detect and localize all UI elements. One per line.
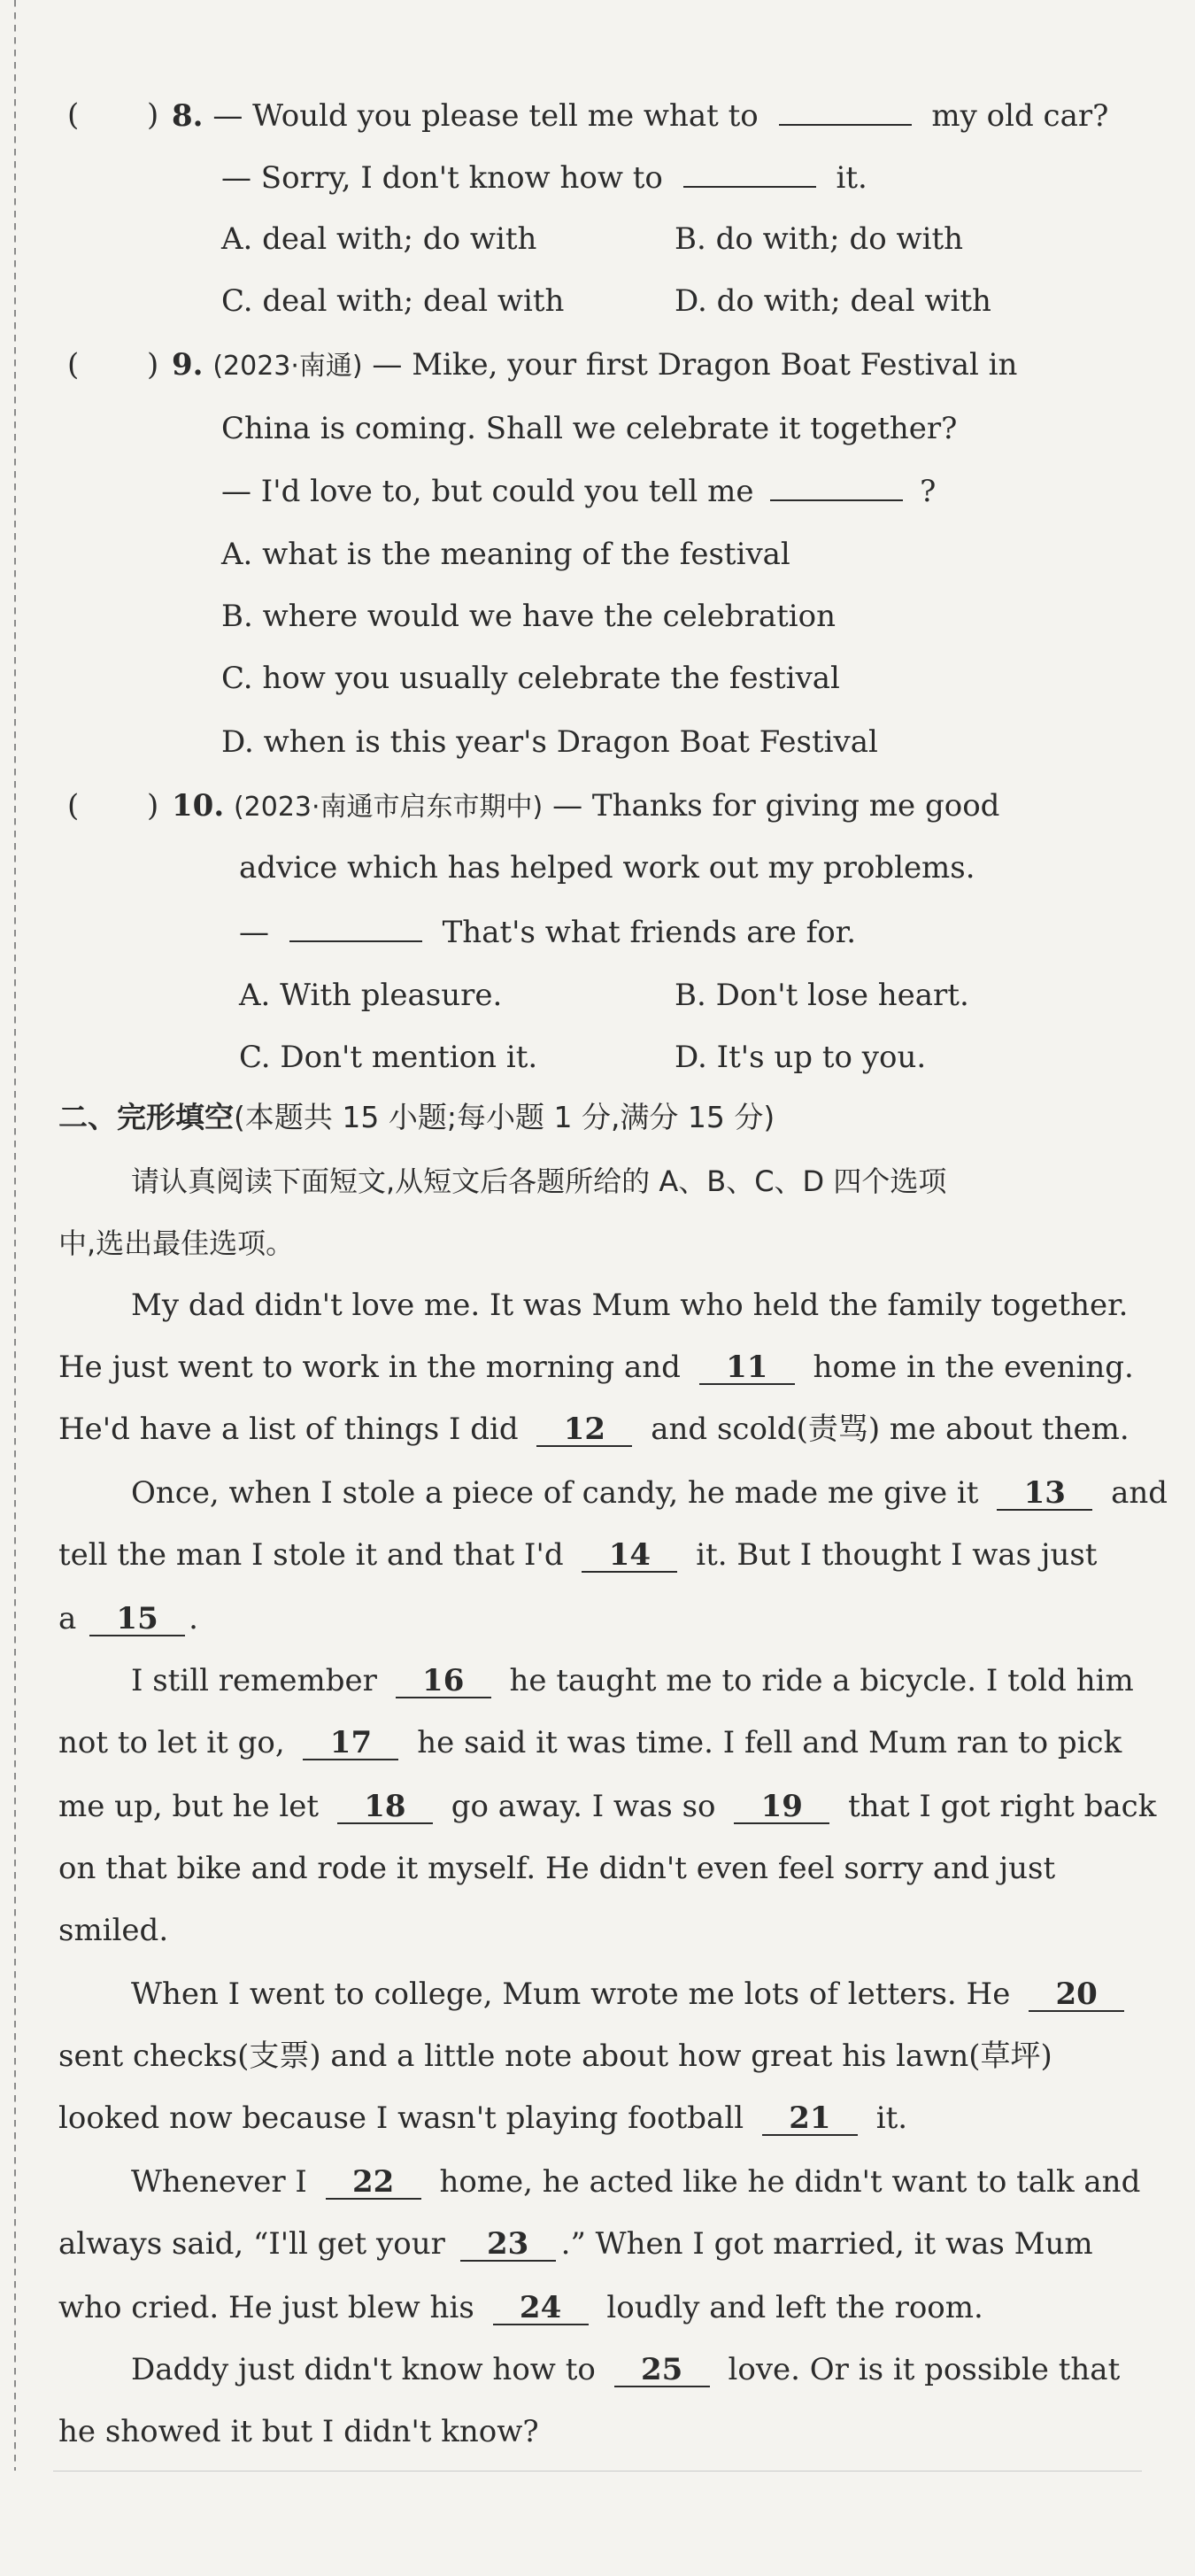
q10-text: — [239, 915, 269, 950]
passage-line [131, 1474, 1168, 1512]
passage-text: Daddy just didn't know how to [131, 2352, 596, 2387]
q8-text: my old car? [931, 98, 1109, 134]
passage-text: He just went to work in the morning and [58, 1350, 681, 1385]
passage-text: and scold(责骂) me about them. [651, 1412, 1129, 1447]
passage-line [58, 1536, 1097, 1574]
q9-line-1 [172, 345, 1017, 386]
passage-text: love. Or is it possible that [728, 2352, 1121, 2387]
passage-text: a [58, 1601, 77, 1636]
option-b: B. Don't lose heart. [675, 978, 969, 1013]
passage-text: home, he acted like he didn't want to talk and [439, 2164, 1141, 2200]
passage-text: it. But I thought I was just [696, 1537, 1098, 1573]
passage-line: sent checks(支票) and a little note about how great his lawn(草坪) [58, 2038, 1052, 2074]
blank-21: 21 [762, 2102, 858, 2136]
left-dashed-rule [14, 0, 16, 2471]
section-title: 二、完形填空 [58, 1100, 234, 1134]
passage-line: My dad didn't love me. It was Mum who held the family together. [131, 1288, 1129, 1323]
passage-text: always said, “I'll get your [58, 2226, 445, 2262]
passage-text: it. [875, 2100, 908, 2136]
passage-text: He'd have a list of things I did [58, 1412, 519, 1447]
question-number: 9. [172, 347, 204, 383]
answer-paren-close: ) [147, 788, 159, 824]
q8-text: — Sorry, I don't know how to [221, 160, 663, 196]
passage-text: home in the evening. [813, 1350, 1134, 1385]
section-instruction-2: 中,选出最佳选项。 [58, 1226, 295, 1260]
option-c: C. Don't mention it. [239, 1040, 538, 1075]
passage-line [131, 2162, 1140, 2201]
section-instruction-1: 请认真阅读下面短文,从短文后各题所给的 A、B、C、D 四个选项 [131, 1164, 947, 1198]
passage-text: not to let it go, [58, 1725, 285, 1760]
blank-12: 12 [536, 1413, 632, 1447]
passage-text: go away. I was so [451, 1789, 716, 1824]
question-source: (2023·南通) [212, 351, 363, 382]
question-number: 10. [172, 788, 225, 824]
blank-22: 22 [326, 2166, 421, 2200]
blank-11: 11 [699, 1351, 795, 1385]
passage-text: I still remember [131, 1663, 377, 1698]
passage-text: who cried. He just blew his [58, 2290, 474, 2325]
answer-blank [289, 912, 422, 942]
passage-line [58, 2288, 983, 2327]
passage-text: looked now because I wasn't playing football [58, 2100, 744, 2136]
blank-24: 24 [493, 2292, 589, 2325]
answer-paren-open: ( [67, 788, 80, 824]
answer-paren-close: ) [147, 347, 159, 383]
page-bottom-divider [53, 2471, 1142, 2472]
blank-14: 14 [582, 1539, 677, 1573]
answer-paren-open: ( [67, 97, 80, 133]
passage-line [58, 1723, 1122, 1762]
passage-text: tell the man I stole it and that I'd [58, 1537, 564, 1573]
passage-text: me up, but he let [58, 1789, 320, 1824]
option-d: D. It's up to you. [675, 1040, 927, 1075]
q8-line-1 [172, 96, 1108, 135]
q9-text: ? [920, 474, 937, 509]
blank-23: 23 [460, 2228, 556, 2262]
q8-line-2 [221, 158, 867, 197]
passage-text: that I got right back [848, 1789, 1157, 1824]
blank-17: 17 [303, 1727, 398, 1760]
blank-18: 18 [337, 1791, 433, 1824]
q10-line-2: advice which has helped work out my problems. [239, 850, 975, 886]
question-number: 8. [172, 98, 204, 134]
q8-text: it. [836, 160, 867, 196]
passage-text: Once, when I stole a piece of candy, he made me give it [131, 1475, 979, 1511]
blank-16: 16 [396, 1665, 491, 1698]
question-source: (2023·南通市启东市期中) [233, 792, 544, 823]
passage-text: Whenever I [131, 2164, 307, 2200]
option-a: A. deal with; do with [221, 221, 537, 257]
passage-line [58, 2224, 1093, 2263]
answer-paren-open: ( [67, 347, 80, 383]
option-a: A. what is the meaning of the festival [221, 537, 790, 572]
q10-line-3 [239, 912, 856, 952]
passage-text: he said it was time. I fell and Mum ran to pick [417, 1725, 1122, 1760]
option-d: D. when is this year's Dragon Boat Festival [221, 724, 878, 760]
passage-text: loudly and left the room. [606, 2290, 983, 2325]
q9-line-2: China is coming. Shall we celebrate it together? [221, 411, 958, 446]
answer-paren-close: ) [147, 97, 159, 133]
passage-line [58, 1787, 1156, 1826]
blank-19: 19 [734, 1791, 829, 1824]
passage-line [58, 1599, 198, 1638]
blank-25: 25 [614, 2354, 710, 2387]
passage-text: .” When I got married, it was Mum [560, 2226, 1093, 2262]
passage-line [131, 2350, 1120, 2389]
answer-blank [779, 96, 912, 126]
passage-text: and [1111, 1475, 1168, 1511]
option-c: C. how you usually celebrate the festival [221, 661, 840, 696]
blank-20: 20 [1029, 1978, 1124, 2012]
answer-blank [770, 471, 903, 501]
passage-line: he showed it but I didn't know? [58, 2414, 539, 2449]
q10-line-1 [172, 786, 999, 827]
blank-13: 13 [997, 1477, 1092, 1511]
passage-line [131, 1975, 1133, 2014]
option-b: B. where would we have the celebration [221, 599, 836, 634]
blank-15: 15 [89, 1603, 185, 1636]
passage-text: . [189, 1601, 198, 1636]
option-a: A. With pleasure. [239, 978, 503, 1013]
passage-line [58, 1348, 1134, 1387]
passage-line [58, 2099, 907, 2138]
q9-line-3 [221, 471, 936, 511]
section-heading [58, 1098, 775, 1137]
option-c: C. deal with; deal with [221, 283, 565, 319]
passage-text: When I went to college, Mum wrote me lots of letters. He [131, 1976, 1011, 2012]
q9-text: — I'd love to, but could you tell me [221, 474, 754, 509]
q10-text: — Thanks for giving me good [552, 788, 1000, 824]
answer-blank [683, 158, 816, 188]
passage-line [58, 1410, 1129, 1449]
passage-line: on that bike and rode it myself. He didn't even feel sorry and just [58, 1851, 1056, 1886]
passage-line: smiled. [58, 1913, 169, 1948]
q8-text: — Would you please tell me what to [212, 98, 759, 134]
section-note: (本题共 15 小题;每小题 1 分,满分 15 分) [234, 1100, 775, 1134]
option-d: D. do with; deal with [675, 283, 991, 319]
passage-line [131, 1661, 1134, 1700]
passage-text: he taught me to ride a bicycle. I told him [509, 1663, 1134, 1698]
q10-text: That's what friends are for. [442, 915, 857, 950]
option-b: B. do with; do with [675, 221, 964, 257]
q9-text: — Mike, your first Dragon Boat Festival in [372, 347, 1018, 383]
